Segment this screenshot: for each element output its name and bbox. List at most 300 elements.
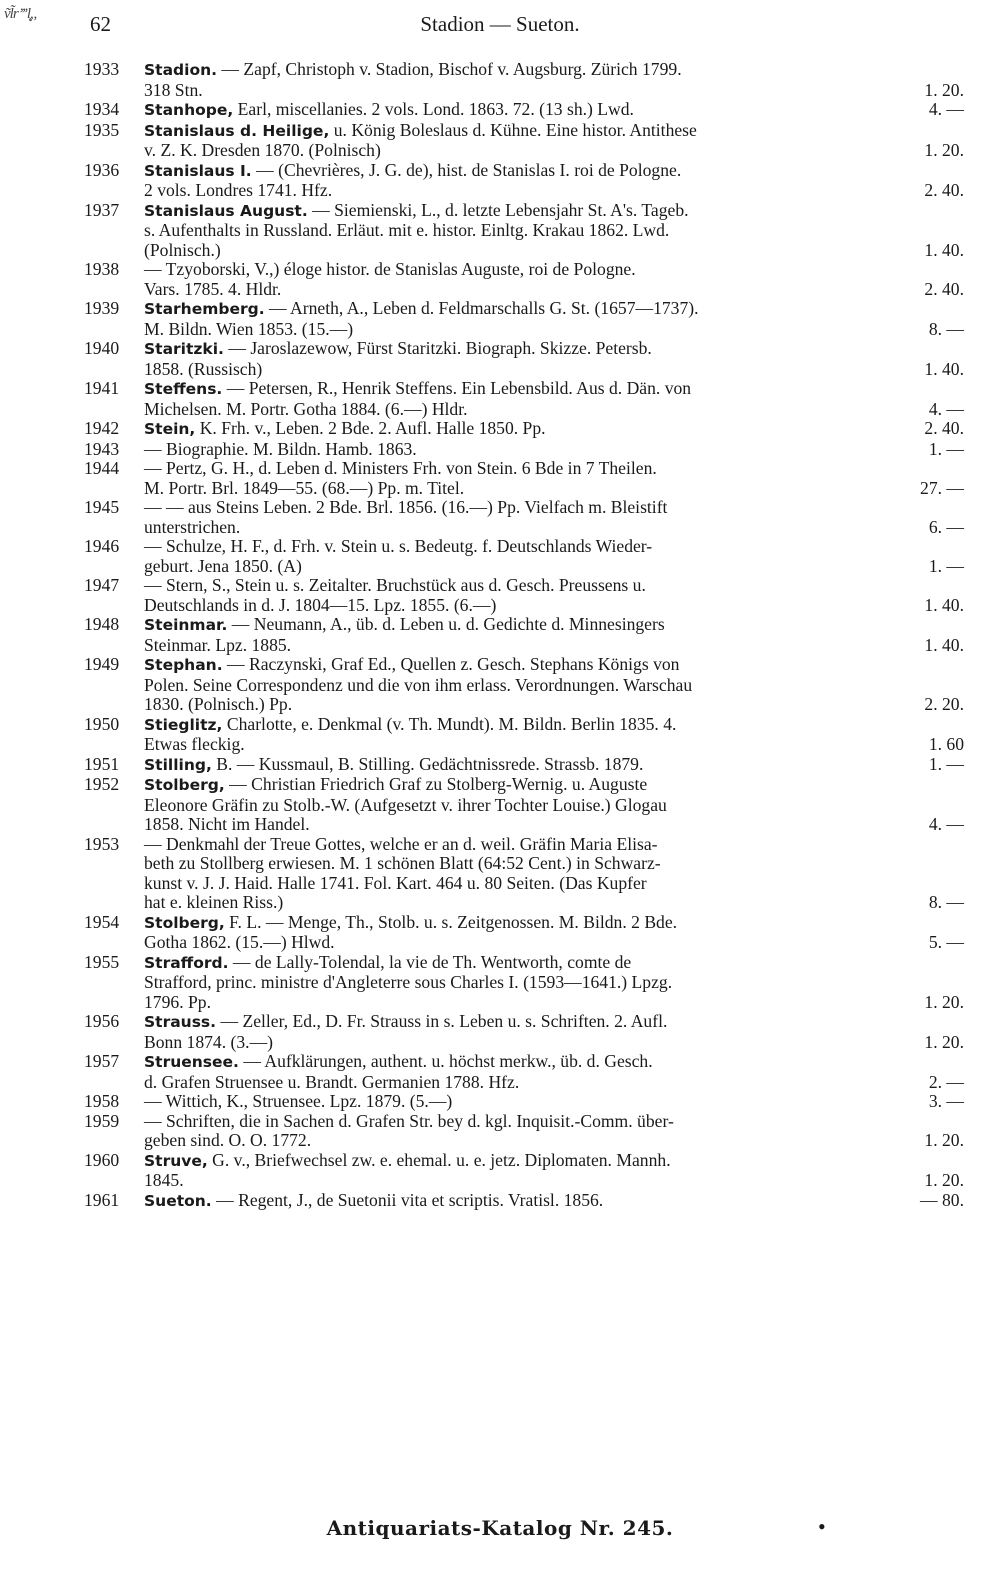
entry-price: 2. 20. (924, 694, 964, 714)
entry-description: Polen. Seine Correspondenz und die von ihm erlass. Verordnungen. Warschau (144, 674, 693, 695)
entry-headword: Strauss. (144, 1013, 217, 1031)
catalog-entry (84, 576, 964, 615)
entry-line (144, 953, 964, 974)
entry-description: — Petersen, R., Henrik Steffens. Ein Lebensbild. Aus d. Dän. von (222, 378, 692, 398)
entry-text (144, 161, 681, 182)
entry-description: (Polnisch.) (144, 239, 221, 260)
entry-description: beth zu Stollberg erwiesen. M. 1 schönen Blatt (64:52 Cent.) in Schwarz- (144, 853, 661, 873)
entry-text (144, 735, 245, 755)
entry-description: M. Bildn. Wien 1853. (15.—) (144, 318, 354, 339)
entry-text (144, 636, 291, 656)
entry-text (144, 498, 667, 518)
entry-line (144, 715, 964, 736)
entry-description: — Schriften, die in Sachen d. Grafen Str. bey d. kgl. Inquisit.-Comm. über- (144, 1110, 674, 1131)
entry-description: unterstrichen. (144, 516, 241, 537)
entry-price: 2. 40. (924, 180, 964, 200)
entry-text (144, 419, 546, 440)
entry-text (144, 100, 634, 121)
entry-number: 1956 (84, 1011, 120, 1031)
entry-price (958, 576, 964, 596)
entry-description: — Wittich, K., Struensee. Lpz. 1879. (5.—) (144, 1091, 453, 1111)
entry-text (144, 695, 292, 715)
entry-description: 2 vols. Londres 1741. Hfz. (144, 180, 333, 200)
entry-description: 1858. Nicht im Handel. (144, 814, 310, 834)
entry-description: Earl, miscellanies. 2 vols. Lond. 1863. 72. (13 sh.) Lwd. (233, 99, 634, 119)
entry-price: 1. 60 (928, 734, 964, 754)
entry-price (958, 874, 964, 894)
entry-price (958, 913, 964, 934)
entry-line (144, 400, 964, 420)
catalog-entry (84, 953, 964, 1013)
catalog-entry (84, 379, 964, 419)
catalog-entry (84, 161, 964, 201)
page-header (0, 6, 1000, 40)
entry-text (144, 1092, 452, 1112)
entry-price (958, 655, 964, 676)
entry-price: 2. — (928, 1071, 964, 1092)
entry-price (958, 498, 964, 518)
entry-line (144, 695, 964, 715)
entry-headword: Stanislaus August. (144, 201, 308, 220)
entry-price: 1. 40. (924, 634, 964, 655)
entry-text (144, 1112, 674, 1132)
entry-text (144, 221, 669, 241)
entry-number: 1955 (84, 951, 120, 972)
entry-number: 1957 (84, 1051, 120, 1071)
entry-line (144, 1012, 964, 1033)
entry-text (144, 893, 283, 913)
entry-text (144, 201, 689, 222)
entry-text (144, 933, 335, 953)
entry-headword: Stanislaus I. (144, 161, 252, 180)
entry-line (144, 339, 964, 360)
entry-text (144, 596, 496, 616)
entry-price (958, 775, 964, 796)
entry-text (144, 379, 691, 400)
entry-number: 1938 (84, 259, 120, 279)
catalog-entry (84, 339, 964, 379)
entry-line (144, 796, 964, 816)
entry-price: 4. — (928, 398, 964, 419)
entry-number: 1933 (84, 59, 120, 79)
entry-description: — Tzyoborski, V.,) éloge histor. de Stanislas Auguste, roi de Pologne. (144, 259, 636, 279)
entry-text (144, 676, 692, 696)
entry-price: 1. 20. (924, 1031, 964, 1052)
entry-line (144, 498, 964, 518)
catalog-entry (84, 755, 964, 776)
entry-description: — Regent, J., de Suetonii vita et scriptis. Vratisl. 1856. (211, 1189, 604, 1210)
entry-text (144, 1052, 653, 1073)
entry-description: — Arneth, A., Leben d. Feldmarschalls G. St. (1657—1737). (264, 298, 699, 318)
entry-text (144, 815, 310, 835)
entry-number: 1939 (84, 298, 120, 318)
entry-price (958, 221, 964, 241)
entry-price (958, 1112, 964, 1132)
entry-description: Eleonore Gräfin zu Stolb.-W. (Aufgesetzt v. ihrer Tochter Louise.) Glogau (144, 794, 667, 815)
entry-description: K. Frh. v., Leben. 2 Bde. 2. Aufl. Halle 1850. Pp. (195, 418, 546, 438)
entry-line (144, 221, 964, 241)
entry-line (144, 676, 964, 696)
entry-price: 1. — (928, 438, 964, 459)
entry-line (144, 100, 964, 121)
entry-price (958, 299, 964, 320)
entry-description: 1858. (Russisch) (144, 358, 263, 379)
entry-number: 1941 (84, 378, 120, 398)
entry-text (144, 715, 676, 736)
entry-headword: Struve, (144, 1151, 208, 1170)
entry-line (144, 280, 964, 300)
entry-number: 1959 (84, 1110, 120, 1131)
entry-text (144, 755, 643, 776)
entry-price (958, 339, 964, 360)
entry-line (144, 835, 964, 855)
entry-description: — Stern, S., Stein u. s. Zeitalter. Bruchstück aus d. Gesch. Preussens u. (144, 575, 646, 595)
entry-description: — Aufklärungen, authent. u. höchst merkw., üb. d. Gesch. (238, 1051, 653, 1071)
entry-line (144, 655, 964, 676)
catalog-entry (84, 1052, 964, 1092)
entry-description: Deutschlands in d. J. 1804—15. Lpz. 1855. (6.—) (144, 594, 497, 615)
entry-line (144, 893, 964, 913)
entry-price: 8. — (928, 318, 964, 339)
entry-description: Bonn 1874. (3.—) (144, 1031, 274, 1052)
entry-price: 1. 20. (924, 991, 964, 1012)
entry-line (144, 440, 964, 460)
entry-line (144, 299, 964, 320)
catalog-entry (84, 201, 964, 261)
entry-number: 1945 (84, 497, 120, 517)
entry-number: 1946 (84, 536, 120, 556)
catalog-entry (84, 299, 964, 339)
running-head: Stadion — Sueton. (420, 12, 580, 36)
entry-description: d. Grafen Struensee u. Brandt. Germanien 1788. Hfz. (144, 1071, 520, 1092)
entry-line (144, 181, 964, 201)
entry-line (144, 379, 964, 400)
entry-price: 1. 20. (924, 1170, 964, 1190)
entry-headword: Strafford. (144, 953, 229, 972)
entry-price (958, 201, 964, 222)
entry-description: s. Aufenthalts in Russland. Erläut. mit e. histor. Einltg. Krakau 1862. Lwd. (144, 220, 670, 240)
catalog-entry (84, 913, 964, 953)
entry-text (144, 1073, 519, 1093)
entry-text (144, 1033, 273, 1053)
entry-price (958, 835, 964, 855)
entry-line (144, 854, 964, 874)
catalog-entry (84, 775, 964, 835)
entry-price: 5. — (928, 932, 964, 952)
entry-line (144, 913, 964, 934)
entry-number: 1958 (84, 1091, 120, 1111)
entry-text (144, 518, 240, 538)
catalog-entry (84, 1012, 964, 1052)
entry-text (144, 241, 221, 261)
entry-price: 3. — (928, 1091, 964, 1111)
entry-description: geburt. Jena 1850. (A) (144, 555, 302, 576)
entry-text (144, 181, 332, 201)
entry-price (958, 715, 964, 736)
entry-headword: Stolberg, (144, 776, 225, 794)
entry-description: M. Portr. Brl. 1849—55. (68.—) Pp. m. Titel. (144, 477, 465, 498)
entry-text (144, 299, 699, 320)
catalog-entry (84, 121, 964, 161)
entry-line (144, 479, 964, 499)
entry-description: — Neumann, A., üb. d. Leben u. d. Gedichte d. Minnesingers (227, 614, 665, 634)
entry-text (144, 440, 417, 460)
entry-number: 1937 (84, 199, 120, 220)
entry-description: 1830. (Polnisch.) Pp. (144, 694, 293, 714)
entry-line (144, 161, 964, 182)
entry-text (144, 854, 661, 874)
catalog-entry (84, 440, 964, 460)
entry-description: — Zeller, Ed., D. Fr. Strauss in s. Leben u. s. Schriften. 2. Aufl. (216, 1011, 668, 1031)
entry-line (144, 933, 964, 953)
entry-line (144, 596, 964, 616)
entry-price (958, 459, 964, 479)
entry-text (144, 973, 672, 993)
entry-line (144, 755, 964, 776)
entry-price (958, 615, 964, 636)
entry-description: Michelsen. M. Portr. Gotha 1884. (6.—) Hldr. (144, 398, 468, 419)
entry-line (144, 993, 964, 1013)
entry-line (144, 874, 964, 894)
entry-number: 1949 (84, 654, 120, 674)
entry-line (144, 815, 964, 835)
entry-text (144, 260, 636, 280)
catalog-entry (84, 498, 964, 537)
entry-price (958, 796, 964, 816)
entry-price: 1. 20. (924, 140, 964, 160)
entry-description: v. Z. K. Dresden 1870. (Polnisch) (144, 140, 381, 160)
entry-line (144, 60, 964, 81)
entry-line (144, 775, 964, 796)
entry-headword: Struensee. (144, 1053, 239, 1071)
entry-description: u. König Boleslaus d. Kühne. Eine histor. Antithese (329, 119, 697, 140)
entry-headword: Steinmar. (144, 616, 228, 634)
entry-line (144, 121, 964, 142)
catalog-entry (84, 835, 964, 913)
entry-number: 1954 (84, 911, 120, 932)
catalog-entry (84, 100, 964, 121)
entry-text (144, 60, 682, 81)
entry-description: geben sind. O. O. 1772. (144, 1130, 312, 1150)
entry-price: 1. 20. (924, 79, 964, 100)
entry-price (958, 1151, 964, 1172)
entry-description: — Pertz, G. H., d. Leben d. Ministers Frh. von Stein. 6 Bde in 7 Theilen. (144, 458, 657, 478)
entry-description: 1845. (144, 1170, 184, 1190)
entry-line (144, 1191, 964, 1212)
footer-dot: • (818, 1514, 826, 1539)
entry-line (144, 537, 964, 557)
entry-text (144, 400, 468, 420)
entry-price: 27. — (920, 477, 964, 498)
entry-price (958, 161, 964, 182)
entry-description: — Denkmahl der Treue Gottes, welche er an d. weil. Gräfin Maria Elisa- (144, 833, 658, 854)
entry-description: — Christian Friedrich Graf zu Stolberg-Wernig. u. Auguste (224, 774, 648, 794)
entry-description: — — aus Steins Leben. 2 Bde. Brl. 1856. (16.—) Pp. Vielfach m. Bleistift (144, 497, 668, 517)
entry-headword: Steffens. (144, 380, 223, 398)
entry-price: 1. — (928, 753, 964, 774)
entry-text (144, 459, 657, 479)
catalog-entry (84, 260, 964, 299)
entry-number: 1944 (84, 458, 120, 478)
entry-line (144, 320, 964, 340)
entry-number: 1950 (84, 713, 120, 734)
entry-headword: Sueton. (144, 1191, 212, 1210)
entry-line (144, 973, 964, 993)
entry-description: — Jaroslazewow, Fürst Staritzki. Biograph. Skizze. Petersb. (223, 338, 652, 358)
entry-description: — Biographie. M. Bildn. Hamb. 1863. (144, 438, 417, 459)
entry-description: — de Lally-Tolendal, la vie de Th. Wentworth, comte de (228, 951, 632, 972)
entry-line (144, 141, 964, 161)
entry-number: 1935 (84, 119, 120, 140)
entry-line (144, 1033, 964, 1053)
entry-line (144, 360, 964, 380)
catalog-entry (84, 459, 964, 498)
entry-text (144, 993, 211, 1013)
entry-description: — Raczynski, Graf Ed., Quellen z. Gesch. Stephans Königs von (222, 654, 680, 674)
entry-headword: Stein, (144, 420, 196, 438)
entry-text (144, 121, 697, 142)
entry-text (144, 81, 203, 101)
entry-text (144, 141, 381, 161)
catalog-entry (84, 655, 964, 715)
entry-number: 1952 (84, 774, 120, 794)
entry-text (144, 615, 665, 636)
catalog-entry (84, 615, 964, 655)
entry-price: 1. 20. (924, 1130, 964, 1150)
entry-description: 1796. Pp. (144, 991, 211, 1012)
entry-price: 8. — (928, 892, 964, 912)
entry-text (144, 537, 652, 557)
entry-number: 1934 (84, 99, 120, 119)
entry-line (144, 636, 964, 656)
entry-text (144, 1131, 311, 1151)
entry-text (144, 1171, 184, 1191)
entry-description: B. — Kussmaul, B. Stilling. Gedächtnissrede. Strassb. 1879. (211, 753, 644, 774)
catalog-entry (84, 1112, 964, 1151)
catalog-entry (84, 1151, 964, 1191)
entry-description: Strafford, princ. ministre d'Angleterre sous Charles I. (1593—1641.) Lpzg. (144, 972, 673, 992)
entry-price: 1. — (928, 555, 964, 576)
entry-text (144, 280, 281, 300)
entry-text (144, 913, 677, 934)
entry-line (144, 459, 964, 479)
entry-line (144, 1151, 964, 1172)
entry-line (144, 419, 964, 440)
entry-price (958, 121, 964, 142)
entry-line (144, 518, 964, 538)
entry-line (144, 81, 964, 101)
entry-price (958, 1052, 964, 1073)
entry-description: Etwas fleckig. (144, 734, 245, 754)
entry-price (958, 676, 964, 696)
entry-text (144, 557, 302, 577)
entry-price: 6. — (928, 516, 964, 537)
entry-text (144, 479, 464, 499)
entry-text (144, 796, 667, 816)
entry-price: 2. 40. (924, 418, 964, 438)
entry-description: Steinmar. Lpz. 1885. (144, 634, 292, 655)
entry-number: 1943 (84, 438, 120, 459)
entry-price: 4. — (928, 814, 964, 834)
entry-line (144, 1092, 964, 1112)
entry-description: Gotha 1862. (15.—) Hlwd. (144, 932, 335, 952)
entry-price (958, 1012, 964, 1033)
entry-text (144, 320, 353, 340)
entry-headword: Staritzki. (144, 340, 224, 358)
entry-description: — Zapf, Christoph v. Stadion, Bischof v. Augsburg. Zürich 1799. (217, 59, 682, 79)
entry-text (144, 1012, 667, 1033)
entry-number: 1936 (84, 159, 120, 180)
entry-price (958, 973, 964, 993)
entry-text (144, 339, 652, 360)
entry-line (144, 1112, 964, 1132)
entry-description: — (Chevrières, J. G. de), hist. de Stanislas I. roi de Pologne. (251, 159, 682, 180)
catalog-entry (84, 537, 964, 576)
entry-line (144, 1073, 964, 1093)
entry-description: G. v., Briefwechsel zw. e. ehemal. u. e. jetz. Diplomaten. Mannh. (207, 1149, 671, 1170)
entry-description: 318 Stn. (144, 79, 203, 100)
entry-line (144, 576, 964, 596)
entry-line (144, 1131, 964, 1151)
entry-price (958, 537, 964, 557)
entry-line (144, 1171, 964, 1191)
entry-headword: Stilling, (144, 755, 212, 774)
entry-headword: Stolberg, (144, 913, 225, 932)
entry-text (144, 1191, 603, 1212)
entry-price: 1. 40. (924, 239, 964, 260)
entry-number: 1961 (84, 1189, 120, 1210)
entry-price (958, 854, 964, 874)
entry-headword: Stephan. (144, 656, 223, 674)
margin-scribble: ṽl̃r’’’l̨̨,‚ (4, 6, 37, 22)
entry-number: 1947 (84, 575, 120, 595)
entry-headword: Starhemberg. (144, 300, 265, 318)
entry-text (144, 953, 631, 974)
entry-headword: Stadion. (144, 61, 218, 79)
catalog-entry (84, 419, 964, 440)
entry-description: F. L. — Menge, Th., Stolb. u. s. Zeitgenossen. M. Bildn. 2 Bde. (224, 911, 678, 932)
entry-text (144, 835, 657, 855)
entry-description: — Siemienski, L., d. letzte Lebensjahr St. A's. Tageb. (307, 199, 689, 220)
page-number: 62 (90, 12, 111, 36)
entry-number: 1940 (84, 338, 120, 358)
entry-price (958, 379, 964, 400)
entry-text (144, 874, 647, 894)
catalog-footer: Antiquariats-Katalog Nr. 245. (326, 1516, 674, 1540)
catalog-entry (84, 715, 964, 755)
entry-description: Charlotte, e. Denkmal (v. Th. Mundt). M. Bildn. Berlin 1835. 4. (222, 713, 677, 734)
entry-line (144, 201, 964, 222)
entry-description: kunst v. J. J. Haid. Halle 1741. Fol. Kart. 464 u. 80 Seiten. (Das Kupfer (144, 872, 647, 893)
entry-line (144, 1052, 964, 1073)
entry-line (144, 260, 964, 280)
entry-price: 4. — (928, 99, 964, 119)
entry-price (958, 60, 964, 81)
entry-line (144, 615, 964, 636)
entry-text (144, 655, 679, 676)
entry-headword: Stieglitz, (144, 715, 223, 734)
entry-number: 1951 (84, 753, 120, 774)
catalog-entry (84, 1092, 964, 1112)
entry-text (144, 775, 647, 796)
entry-line (144, 735, 964, 755)
entry-price (958, 260, 964, 280)
entry-description: — Schulze, H. F., d. Frh. v. Stein u. s. Bedeutg. f. Deutschlands Wieder- (144, 536, 653, 556)
entry-description: Vars. 1785. 4. Hldr. (144, 278, 282, 299)
entry-text (144, 576, 646, 596)
entry-price: 1. 40. (924, 358, 964, 379)
entry-number: 1942 (84, 418, 120, 438)
